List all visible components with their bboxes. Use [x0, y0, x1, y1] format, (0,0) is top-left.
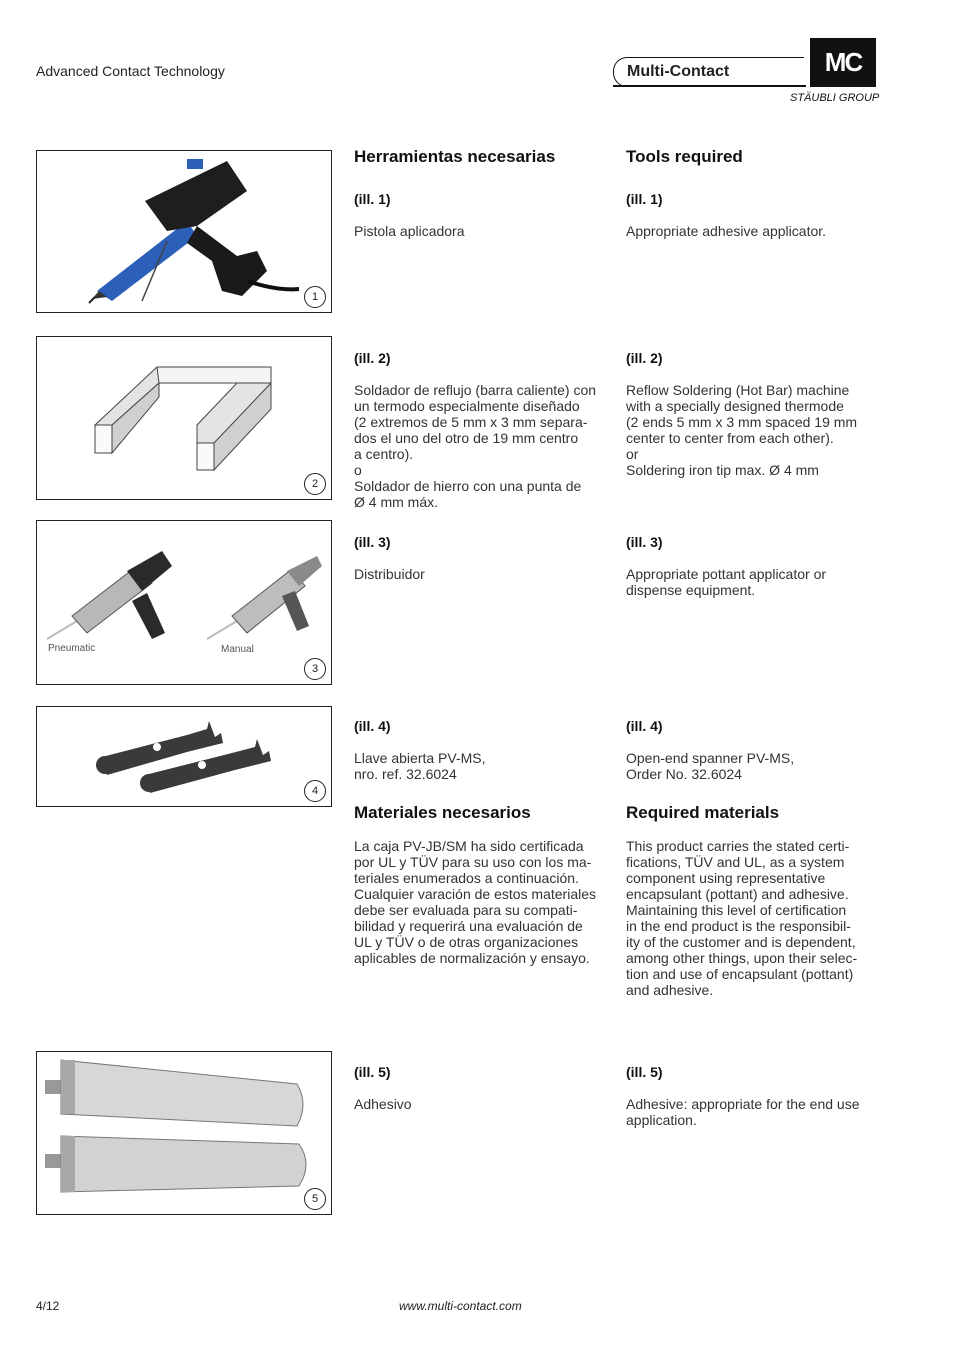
- brand-logo: [613, 57, 804, 87]
- ill-text: Distribuidor: [354, 566, 425, 582]
- figure-number: 2: [304, 473, 326, 495]
- tools-heading-es: Herramientas necesarias: [354, 147, 556, 166]
- thermode-image: [37, 337, 331, 499]
- ill-text: Adhesivo: [354, 1096, 412, 1112]
- ill-label: (ill. 5): [354, 1064, 391, 1080]
- ill-label: (ill. 4): [626, 718, 663, 734]
- figure-3-dispensers: [36, 520, 332, 685]
- ill4-block-en: [626, 702, 886, 798]
- ill-label: (ill. 3): [626, 534, 663, 550]
- ill-label: (ill. 2): [354, 350, 391, 366]
- cartridge-image: [37, 1052, 331, 1214]
- header-tagline: Advanced Contact Technology: [36, 63, 225, 79]
- figure-number: 5: [304, 1188, 326, 1210]
- group-name: STÄUBLI GROUP: [790, 92, 880, 104]
- tools-heading-en: Tools required: [626, 147, 743, 166]
- ill2-block-en: [626, 334, 886, 494]
- brand-name: Multi-Contact: [627, 63, 730, 80]
- ill-text: Appropriate adhesive applicator.: [626, 223, 827, 239]
- caption-manual: Manual: [221, 644, 254, 655]
- ill-label: (ill. 4): [354, 718, 391, 734]
- ill-text: Open-end spanner PV-MS, Order No. 32.6024: [626, 750, 795, 782]
- ill-text: Adhesive: appropriate for the end use application.: [626, 1096, 860, 1128]
- figure-number: 3: [304, 658, 326, 680]
- figure-1-adhesive-gun: [36, 150, 332, 313]
- ill-label: (ill. 2): [626, 350, 663, 366]
- ill5-block-en: [626, 1048, 888, 1144]
- ill4-block-es: [354, 702, 614, 798]
- ill3-block-en: [626, 518, 886, 614]
- ill-text: Pistola aplicadora: [354, 223, 465, 239]
- page-number: 4/12: [36, 1299, 60, 1313]
- ill-label: (ill. 1): [626, 191, 663, 207]
- ill-label: (ill. 1): [354, 191, 391, 207]
- mc-logo-mark: MC: [810, 38, 876, 87]
- materials-heading-es: Materiales necesarios: [354, 803, 531, 822]
- figure-number: 4: [304, 780, 326, 802]
- logo-underline: [613, 85, 806, 87]
- footer-url[interactable]: www.multi-contact.com: [399, 1299, 522, 1313]
- ill-label: (ill. 5): [626, 1064, 663, 1080]
- materials-text-en: This product carries the stated certi- fications, TÜV and UL, as a system component using representative encapsulant (pottant) and adhesive. Maintaining this level of certification in the end product is the responsibil- ity of the customer and is dependent, among other things, upon their selec- tion and use of encapsulant (pottant) and adhesive.: [626, 838, 858, 998]
- ill1-block-es: [354, 175, 614, 255]
- ill-text: Soldador de reflujo (barra caliente) con un termodo especialmente diseñado (2 extremos de 5 mm x 3 mm separa- dos el uno del otro de 19 mm centro a centro). o Soldador de hierro con una punta de Ø 4 mm máx.: [354, 382, 597, 510]
- caption-pneumatic: Pneumatic: [48, 643, 96, 654]
- materials-heading-en: Required materials: [626, 803, 780, 822]
- glue-gun-image: [37, 151, 331, 312]
- ill-text: Appropriate pottant applicator or dispense equipment.: [626, 566, 827, 598]
- ill3-block-es: [354, 518, 614, 598]
- ill1-block-en: [626, 175, 886, 255]
- figure-5-adhesive-cartridges: [36, 1051, 332, 1215]
- ill5-block-es: [354, 1048, 614, 1128]
- spanner-image: [37, 707, 331, 806]
- figure-4-spanners: [36, 706, 332, 807]
- ill-text: Llave abierta PV-MS, nro. ref. 32.6024: [354, 750, 486, 782]
- ill-label: (ill. 3): [354, 534, 391, 550]
- figure-2-thermode: [36, 336, 332, 500]
- figure-number: 1: [304, 286, 326, 308]
- ill2-block-es: [354, 334, 614, 526]
- materials-text-es: La caja PV-JB/SM ha sido certificada por UL y TÜV para su uso con los ma- teriales enumerados a continuación. Cualquier varación de estos materiales debe ser evaluada para su compati- bilidad y requerirá una evaluación de UL y TÜV o de otras organizaciones aplicables de normalización y ensayo.: [354, 838, 597, 966]
- ill-text: Reflow Soldering (Hot Bar) machine with a specially designed thermode (2 ends 5 mm x 3 mm spaced 19 mm center to center from each other). or Soldering iron tip max. Ø 4 mm: [626, 382, 858, 478]
- dispenser-image: [37, 521, 331, 684]
